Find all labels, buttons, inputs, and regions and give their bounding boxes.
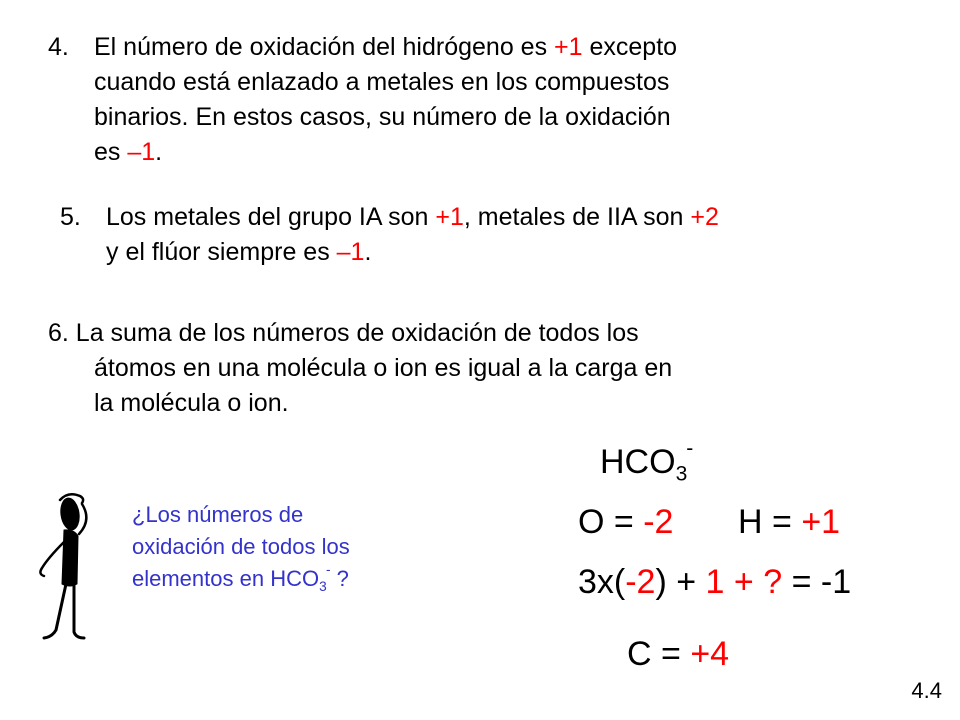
group-iia-value: +2 — [690, 203, 719, 231]
slide-number: 4.4 — [911, 678, 942, 703]
carbon-value: +4 — [690, 635, 730, 673]
question-line-1: ¿Los números de — [132, 502, 304, 527]
question-line-2: oxidación de todos los — [132, 534, 350, 559]
carbon-result: C = +4 — [627, 635, 730, 673]
oxidation-equation: 3x(-2) + 1 + ? = -1 — [578, 563, 852, 601]
rule-6-line-2: átomos en una molécula o ion es igual a la carga en — [94, 354, 673, 382]
question-subscript: 3 — [319, 578, 327, 594]
figure-body — [62, 530, 78, 586]
rule-4-number: 4. — [48, 33, 69, 61]
formula-subscript: 3 — [675, 462, 688, 486]
thinking-figure-icon — [30, 492, 100, 642]
rule-5-line-2: y el flúor siempre es –1. — [106, 238, 372, 266]
hydride-value: –1 — [127, 138, 156, 166]
rule-4-text — [94, 30, 677, 170]
question-superscript: - — [326, 562, 331, 578]
oxygen-oxidation: O = -2 — [578, 503, 674, 541]
figure-head — [59, 497, 81, 531]
rule-5-text — [106, 200, 719, 270]
formula-superscript: - — [686, 437, 694, 461]
rule-4-line-2: cuando está enlazado a metales en los compuestos — [94, 68, 670, 96]
rule-6-line-1: 6. La suma de los números de oxidación de todos los — [48, 319, 639, 347]
hydrogen-value: +1 — [554, 33, 583, 61]
question-text — [132, 499, 350, 595]
rule-6-line-3: la molécula o ion. — [94, 389, 289, 417]
figure-right-leg — [74, 584, 84, 638]
rule-4-line-1: El número de oxidación del hidrógeno es +1 excepto — [94, 33, 678, 61]
question-line-3: elementos en $HCO_3^-$ ? — [132, 562, 349, 594]
figure-left-leg — [44, 584, 66, 638]
hydrogen-oxidation: H = +1 — [738, 503, 841, 541]
hydrogen-oxidation-value: +1 — [801, 503, 841, 541]
oxygen-value: -2 — [643, 503, 674, 541]
group-ia-value: +1 — [435, 203, 464, 231]
figure-raised-arm — [79, 504, 86, 534]
rule-4-line-3: binarios. En estos casos, su número de la oxidación — [94, 103, 671, 131]
figure-arm — [40, 542, 64, 576]
rule-6 — [48, 316, 672, 421]
rule-5-line-1: Los metales del grupo IA son +1, metales de IIA son +2 — [106, 203, 719, 231]
bicarbonate-formula: $HCO_3^-$ — [600, 437, 694, 486]
rule-4-line-4: es –1. — [94, 138, 163, 166]
rule-5-number: 5. — [60, 203, 81, 231]
fluorine-value: –1 — [336, 238, 365, 266]
